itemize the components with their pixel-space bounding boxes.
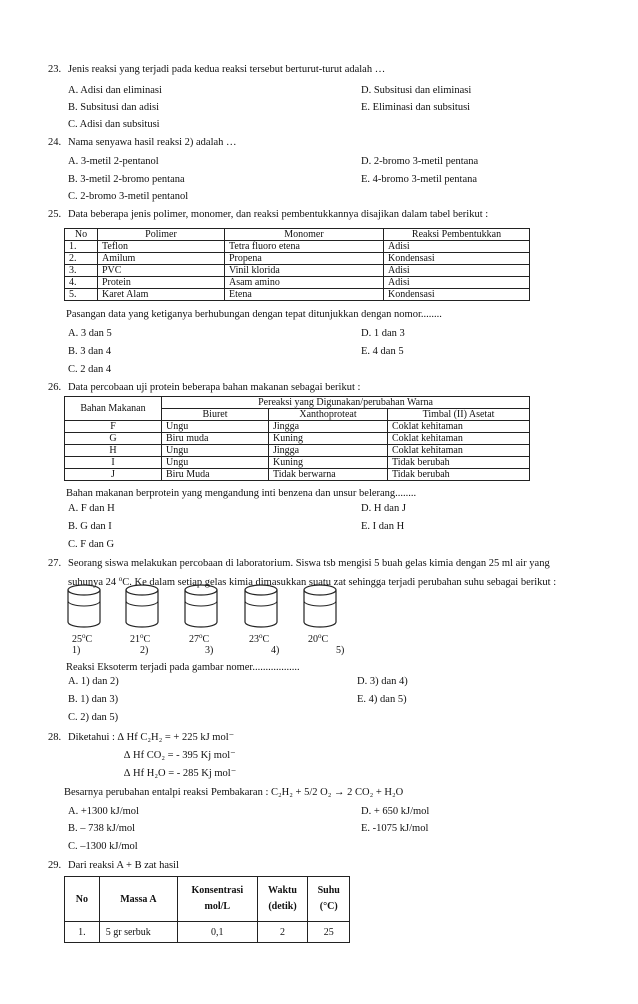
q24-option-d: D. 2-bromo 3-metil pentana [361,156,479,167]
polymer-cell: Asam amino [225,277,384,289]
table-row [65,421,530,433]
protein-cell: Biru muda [162,433,269,445]
q23-option-b: B. Subsitusi dan adisi [68,102,160,113]
q28-option-e: E. -1075 kJ/mol [361,823,429,834]
beaker-temperature [189,632,209,645]
q24-number: 24. [48,137,62,148]
beaker-temperature [308,632,328,645]
polymer-cell: Adisi [384,277,530,289]
polymer-cell: 5. [65,289,98,301]
polymer-cell: Kondensasi [384,289,530,301]
rate-cell: 5 gr serbuk [99,922,177,943]
protein-cell: Ungu [162,457,269,469]
q27-option-b: B. 1) dan 3) [68,694,119,705]
q28-number: 28. [48,732,62,743]
q26-option-d: D. H dan J [361,503,406,514]
q25-option-e: E. 4 dan 5 [361,346,404,357]
rate-cell: 0,1 [178,922,258,943]
protein-cell: Kuning [269,457,388,469]
temperature-unit: C [321,634,329,645]
table-row [65,265,530,277]
q25-option-b: B. 3 dan 4 [68,346,112,357]
protein-cell: Jingga [269,421,388,433]
rate-header-no: No [65,877,100,922]
q27-option-c: C. 2) dan 5) [68,712,119,723]
beaker-label: 4) [271,645,280,656]
q27-option-d: D. 3) dan 4) [357,676,408,687]
q23-option-e: E. Eliminasi dan subsitusi [361,102,471,113]
q28-option-b: B. – 738 kJ/mol [68,823,136,834]
q26-note: Bahan makanan berprotein yang mengandung inti benzena dan unsur belerang........ [66,488,417,499]
degree-sign: o [199,632,203,640]
q25-option-d: D. 1 dan 3 [361,328,405,339]
q25-number: 25. [48,209,62,220]
q28-option-a: A. +1300 kJ/mol [68,806,139,817]
protein-cell: Coklat kehitaman [388,433,530,445]
protein-header-biuret: Biuret [162,409,269,421]
q28-option-d: D. + 650 kJ/mol [361,806,430,817]
polymer-header-reaksi: Reaksi Pembentukkan [384,229,530,241]
table-row [65,922,350,943]
protein-header-xanthoproteat: Xanthoproteat [269,409,388,421]
q24-option-b: B. 3-metil 2-bromo pentana [68,174,185,185]
temperature-unit: C [202,634,210,645]
protein-header-bahan: Bahan Makanan [65,397,162,421]
q29-number: 29. [48,860,62,871]
protein-cell: Biru Muda [162,469,269,481]
table-row [65,457,530,469]
beaker-temperature [72,632,92,645]
polymer-cell: 4. [65,277,98,289]
q28-equation-1 [68,731,234,744]
protein-header-pereaksi: Pereaksi yang Digunakan/perubahan Warna [162,397,530,409]
polymer-cell: Adisi [384,241,530,253]
q25-option-c: C. 2 dan 4 [68,364,112,375]
beaker-label: 5) [336,645,345,656]
q23-text: Jenis reaksi yang terjadi pada kedua reaksi tersebut berturut-turut adalah … [68,64,386,75]
temperature-unit: C [262,634,270,645]
q23-option-d: D. Subsitusi dan eliminasi [361,85,472,96]
q27-text-end: C. Ke dalam setiap gelas kimia dimasukkan suatu zat sehingga terjadi perubahan suhu sebagai berikut : [122,577,557,588]
q27-number: 27. [48,558,62,569]
polymer-cell: 2. [65,253,98,265]
polymer-cell: Tetra fluoro etena [225,241,384,253]
q25-note: Pasangan data yang ketiganya berhubungan dengan tepat ditunjukkan dengan nomor........ [66,309,442,320]
polymer-cell: 3. [65,265,98,277]
q27-text-start: suhunya 24 [68,577,119,588]
polymer-cell: Kondensasi [384,253,530,265]
table-row [65,289,530,301]
protein-cell: G [65,433,162,445]
polymer-table [64,228,530,301]
table-row [65,445,530,457]
beaker-label: 2) [140,645,149,656]
protein-test-table [64,396,530,481]
q26-option-b: B. G dan I [68,521,112,532]
degree-sign: o [82,632,86,640]
table-row [65,433,530,445]
protein-cell: Jingga [269,445,388,457]
table-row [65,241,530,253]
q28-equation-2: ∆ Hf CO₂ = - 395 Kj mol⁻ [124,750,236,761]
protein-cell: J [65,469,162,481]
rate-header-massa: Massa A [99,877,177,922]
q23-option-a: A. Adisi dan eliminasi [68,85,162,96]
q24-option-a: A. 3-metil 2-pentanol [68,156,159,167]
rate-header-suhu: Suhu (°C) [308,877,350,922]
q28-equation-3: ∆ Hf H₂O = - 285 Kj mol⁻ [124,768,237,779]
polymer-cell: Protein [98,277,225,289]
degree-sign: o [118,575,123,583]
polymer-cell: 1. [65,241,98,253]
q24-option-e: E. 4-bromo 3-metil pentana [361,174,478,185]
q26-number: 26. [48,382,62,393]
reaction-rate-table [64,876,350,943]
beaker-temperature [130,632,150,645]
rate-cell: 1. [65,922,100,943]
protein-cell: Kuning [269,433,388,445]
polymer-header-polimer: Polimer [98,229,225,241]
polymer-cell: Propena [225,253,384,265]
beaker-temperature [249,632,269,645]
table-row [65,277,530,289]
temperature-value: 25 [72,634,82,645]
q27-option-e: E. 4) dan 5) [357,694,407,705]
temperature-value: 27 [189,634,199,645]
protein-cell: Coklat kehitaman [388,445,530,457]
temperature-value: 23 [249,634,259,645]
temperature-value: 21 [130,634,140,645]
degree-sign: o [318,632,322,640]
beaker-icon [302,584,338,630]
protein-cell: F [65,421,162,433]
degree-sign: o [259,632,263,640]
polymer-cell: Karet Alam [98,289,225,301]
rate-cell: 2 [257,922,308,943]
protein-header-timbal: Timbal (II) Asetat [388,409,530,421]
beaker-icon [66,584,102,630]
q27-note: Reaksi Eksoterm terjadi pada gambar nomer.................. [66,662,300,673]
protein-cell: Tidak berubah [388,457,530,469]
q25-text: Data beberapa jenis polimer, monomer, dan reaksi pembentukkannya disajikan dalam tabel berikut : [68,209,489,220]
protein-cell: Ungu [162,445,269,457]
q28-eq1: ∆ Hf C₂H₂ = + 225 kJ mol⁻ [117,732,235,743]
polymer-cell: Adisi [384,265,530,277]
q28-label: Diketahui : [68,732,118,743]
polymer-cell: Etena [225,289,384,301]
protein-cell: H [65,445,162,457]
beaker-icon [243,584,279,630]
beaker-icon [124,584,160,630]
q24-text: Nama senyawa hasil reaksi 2) adalah … [68,137,237,148]
degree-sign: o [140,632,144,640]
q26-text: Data percobaan uji protein beberapa bahan makanan sebagai berikut : [68,382,361,393]
protein-cell: Ungu [162,421,269,433]
polymer-header-monomer: Monomer [225,229,384,241]
polymer-cell: Vinil klorida [225,265,384,277]
polymer-cell: PVC [98,265,225,277]
beaker-icon [183,584,219,630]
q28-text: Besarnya perubahan entalpi reaksi Pembakaran : C₂H₂ + 5/2 O₂ → 2 CO₂ + H₂O [64,787,404,798]
temperature-unit: C [85,634,93,645]
polymer-cell: Teflon [98,241,225,253]
q28-option-c: C. –1300 kJ/mol [68,841,138,852]
protein-cell: I [65,457,162,469]
q26-option-a: A. F dan H [68,503,115,514]
table-row [65,253,530,265]
beaker-label: 3) [205,645,214,656]
rate-cell: 25 [308,922,350,943]
q26-option-c: C. F dan G [68,539,115,550]
rate-header-waktu: Waktu (detik) [257,877,308,922]
table-row [65,469,530,481]
q23-number: 23. [48,64,62,75]
q23-option-c: C. Adisi dan subsitusi [68,119,160,130]
q25-option-a: A. 3 dan 5 [68,328,112,339]
q27-option-a: A. 1) dan 2) [68,676,119,687]
temperature-unit: C [143,634,151,645]
rate-header-konsentrasi: Konsentrasi mol/L [178,877,258,922]
polymer-cell: Amilum [98,253,225,265]
protein-cell: Coklat kehitaman [388,421,530,433]
q29-text: Dari reaksi A + B zat hasil [68,860,179,871]
protein-cell: Tidak berwarna [269,469,388,481]
polymer-header-no: No [65,229,98,241]
protein-cell: Tidak berubah [388,469,530,481]
q24-option-c: C. 2-bromo 3-metil pentanol [68,191,189,202]
beaker-label: 1) [72,645,81,656]
temperature-value: 20 [308,634,318,645]
q27-text-line1: Seorang siswa melakukan percobaan di laboratorium. Siswa tsb mengisi 5 buah gelas kimia dengan 25 ml air yang [68,558,550,569]
q26-option-e: E. I dan H [361,521,405,532]
